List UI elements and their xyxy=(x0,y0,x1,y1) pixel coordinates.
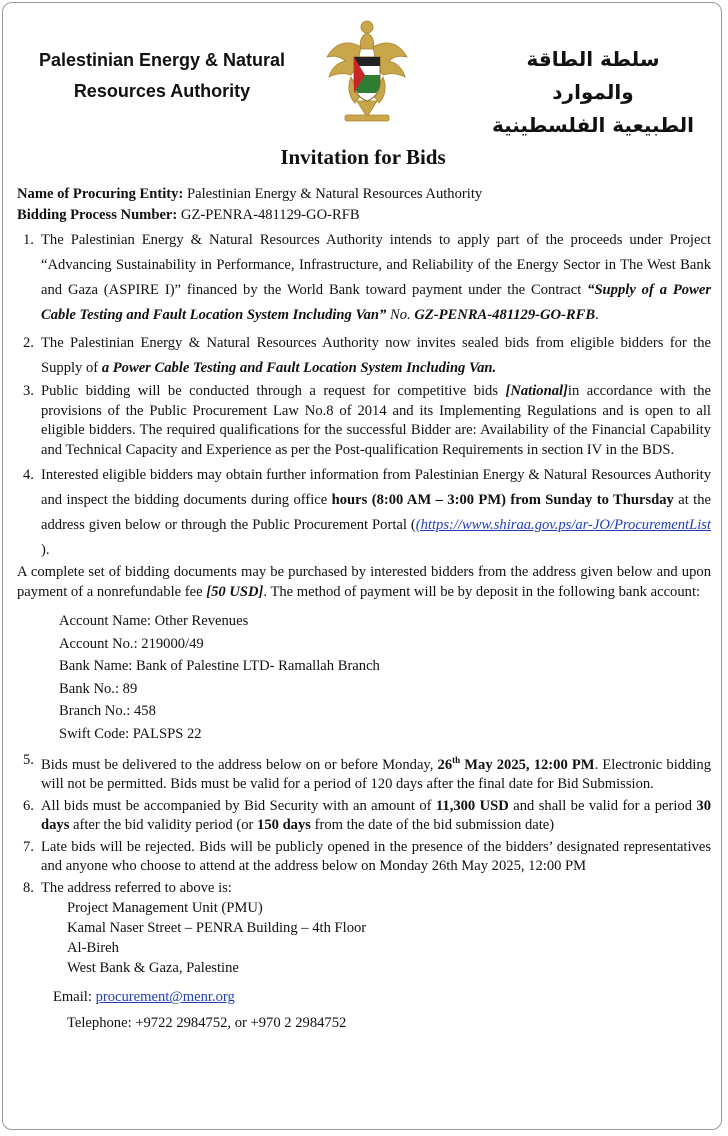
clause-1: 1. The Palestinian Energy & Natural Resources Authority intends to apply part of the proceeds under Project “Advancing Sustainability in Performance, Infrastructure, and Reliability of the Energy Sector in The West Bank and Gaza (ASPIRE I)” financed by the World Bank toward payment under the Contract “Supply of a Power Cable Testing and Fault Location System Including Van” No. GZ-PENRA-481129-GO-RFB. xyxy=(23,232,711,323)
invitation-document xyxy=(2,2,722,1130)
delivery-address: Project Management Unit (PMU) Kamal Naser Street – PENRA Building – 4th Floor Al-Bireh West Bank & Gaza, Palestine xyxy=(67,900,367,977)
clause-3: 3. Public bidding will be conducted through a request for competitive bids [National]in accordance with the provisions of the Public Procurement Law No.8 of 2014 and its Implementing Regulations and is open to all eligible bidders. The required qualifications for the successful Bidder are: Availability of the Financial Capability and Technical Capacity and Experience as per the Post-qualification Requirements in section IV in the BDS. xyxy=(23,383,711,458)
clause-2: 2. The Palestinian Energy & Natural Resources Authority now invites sealed bids from eligible bidders for the Supply of a Power Cable Testing and Fault Location System Including Van. xyxy=(23,335,711,376)
clause-7: 7. Late bids will be rejected. Bids will be publicly opened in the presence of the bidders’ designated representatives and anyone who choose to attend at the address below on Monday 26th May 2025, 12:00 PM xyxy=(23,838,711,875)
procurement-portal-link[interactable]: (https://www.shiraa.gov.ps/ar-JO/ProcurementList xyxy=(415,517,711,533)
bidding-process-number: Bidding Process Number: GZ-PENRA-481129-GO-RFB xyxy=(17,206,360,223)
clause-5: 5. Bids must be delivered to the address below on or before Monday, 26th May 2025, 12:00 PM. Electronic bidding will not be permitted. Bids must be valid for a period of 120 days after the final date for Bid Submission. xyxy=(23,752,711,793)
email-line: Email: procurement@menr.org xyxy=(53,989,235,1006)
email-link[interactable]: procurement@menr.org xyxy=(95,989,235,1006)
account-number: Account No.: 219000/49 xyxy=(59,635,204,652)
palestine-eagle-emblem-icon xyxy=(321,17,413,127)
purchase-paragraph: A complete set of bidding documents may be purchased by interested bidders from the address given below and upon payment of a nonrefundable fee [50 USD]. The method of payment will be by deposit in the following bank account: xyxy=(17,564,711,600)
procuring-entity: Name of Procuring Entity: Palestinian Energy & Natural Resources Authority xyxy=(17,186,483,202)
org-name-english: Palestinian Energy & Natural Resources Authority xyxy=(38,50,286,101)
clause-6: 6. All bids must be accompanied by Bid Security with an amount of 11,300 USD and shall be valid for a period 30 days after the bid validity period (or 150 days from the date of the bid submission date) xyxy=(23,797,712,834)
clause-4: 4. Interested eligible bidders may obtain further information from Palestinian Energy & Natural Resources Authority and inspect the bidding documents during office hours (8:00 AM – 3:00 PM) from Sunday to Thursday at the address given below or through the Public Procurement Portal ((https://www.shiraa.gov.ps/ar-JO/ProcurementList ). xyxy=(23,467,711,558)
contact-info xyxy=(17,984,711,1036)
org-name-arabic: سلطة الطاقة والموارد الطبيعية الفلسطينية xyxy=(491,47,695,137)
bank-account-details xyxy=(17,610,711,745)
bank-name: Bank Name: Bank of Palestine LTD- Ramallah Branch xyxy=(59,658,380,674)
page-title: Invitation for Bids xyxy=(280,145,446,169)
account-name: Account Name: Other Revenues xyxy=(59,613,249,629)
document-body xyxy=(17,185,711,1036)
swift-code: Swift Code: PALSPS 22 xyxy=(59,725,202,742)
clause-8: 8. The address referred to above is: xyxy=(23,879,232,896)
telephone-line: Telephone: +9722 2984752, or +970 2 2984752 xyxy=(67,1015,347,1032)
bank-number: Bank No.: 89 xyxy=(59,680,138,697)
branch-number: Branch No.: 458 xyxy=(59,703,156,719)
